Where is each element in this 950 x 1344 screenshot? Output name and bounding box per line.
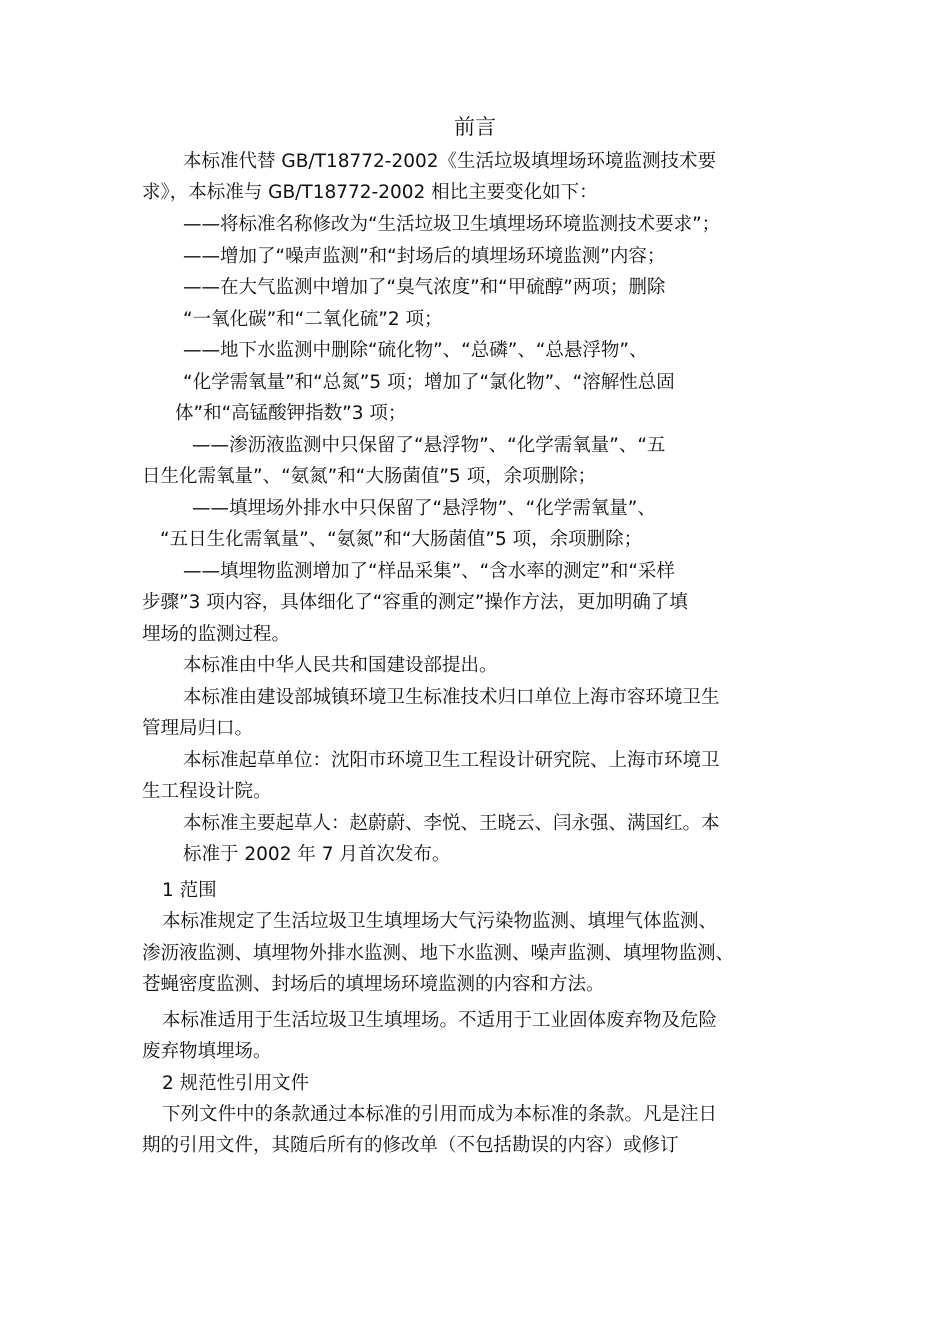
text-line: 本标准由中华人民共和国建设部提出。 [183, 655, 498, 676]
page-title: 前言 [454, 115, 496, 139]
section-heading: 2 规范性引用文件 [162, 1073, 310, 1094]
text-line: 管理局归口。 [142, 718, 254, 739]
text-line: 日生化需氧量”、“氨氮”和“大肠菌值”5 项，余项删除； [142, 466, 597, 487]
text-line: “化学需氧量”和“总氮”5 项；增加了“氯化物”、“溶解性总固 [183, 372, 675, 393]
text-line: 本标准规定了生活垃圾卫生填埋场大气污染物监测、填埋气体监测、 [162, 911, 718, 932]
text-line: 期的引用文件，其随后所有的修改单（不包括勘误的内容）或修订 [142, 1135, 679, 1156]
text-line: “五日生化需氧量”、“氨氮”和“大肠菌值”5 项，余项删除； [160, 529, 643, 550]
text-line: 苍蝇密度监测、封场后的填埋场环境监测的内容和方法。 [142, 974, 605, 995]
text-line: ——地下水监测中删除“硫化物”、“总磷”、“总悬浮物”、 [183, 340, 648, 361]
text-line: ——渗沥液监测中只保留了“悬浮物”、“化学需氧量”、“五 [192, 435, 666, 456]
text-line: 下列文件中的条款通过本标准的引用而成为本标准的条款。凡是注日 [162, 1104, 718, 1125]
text-line: 本标准起草单位：沈阳市环境卫生工程设计研究院、上海市环境卫 [183, 750, 720, 771]
text-line: ——在大气监测中增加了“臭气浓度”和“甲硫醇”两项；删除 [183, 277, 666, 298]
section-heading: 1 范围 [162, 880, 217, 901]
text-line: 体”和“高锰酸钾指数”3 项； [175, 403, 407, 424]
text-line: 生工程设计院。 [142, 781, 272, 802]
text-line: ——填埋场外排水中只保留了“悬浮物”、“化学需氧量”、 [192, 498, 656, 519]
text-line: 求》，本标准与 GB/T18772-2002 相比主要变化如下： [142, 182, 598, 203]
text-line: 步骤”3 项内容，具体细化了“容重的测定”操作方法，更加明确了填 [142, 592, 688, 613]
text-line: “一氧化碳”和“二氧化硫”2 项； [183, 309, 443, 330]
text-line: 废弃物填埋场。 [142, 1041, 272, 1062]
text-line: ——增加了“噪声监测”和“封场后的填埋场环境监测”内容； [183, 246, 666, 267]
text-line: 埋场的监测过程。 [142, 624, 291, 645]
text-line: 本标准适用于生活垃圾卫生填埋场。不适用于工业固体废弃物及危险 [162, 1010, 718, 1031]
text-line: 本标准代替 GB/T18772-2002《生活垃圾填埋场环境监测技术要 [183, 151, 717, 172]
text-line: 渗沥液监测、填埋物外排水监测、地下水监测、噪声监测、填埋物监测、 [142, 943, 735, 964]
text-line: 本标准主要起草人：赵蔚蔚、李悦、王晓云、闫永强、满国红。本 [183, 813, 720, 834]
text-line: 标准于 2002 年 7 月首次发布。 [183, 844, 451, 865]
text-line: ——填埋物监测增加了“样品采集”、“含水率的测定”和“采样 [183, 561, 675, 582]
text-line: 本标准由建设部城镇环境卫生标准技术归口单位上海市容环境卫生 [183, 687, 720, 708]
text-line: ——将标准名称修改为“生活垃圾卫生填埋场环境监测技术要求”； [183, 214, 721, 235]
